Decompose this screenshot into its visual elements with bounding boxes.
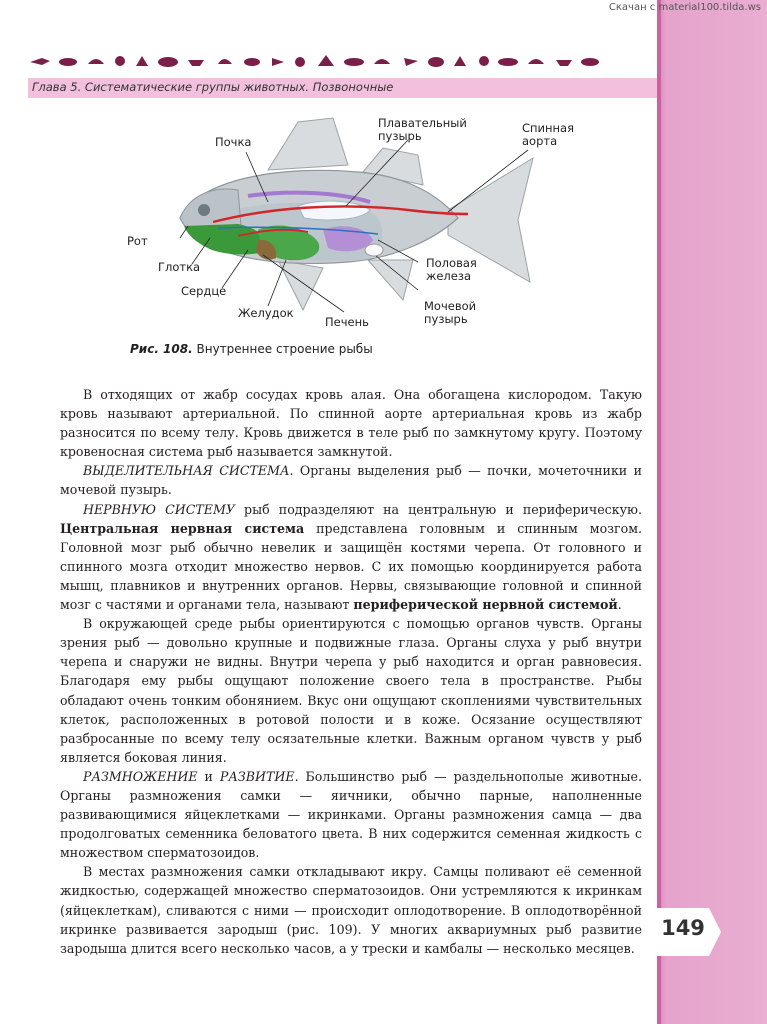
paragraph-circulation: В отходящих от жабр сосудах кровь алая. Она обогащена кислородом. Такую кровь называют артериальной. По спинной аорте артериальная кровь из жабр разносится по всему телу. Кровь движется в теле рыб по замкнутому кругу. Поэтому кровеносная система рыб называется замкнутой. (60, 387, 642, 460)
label-urinary-bladder: Мочевой пузырь (424, 299, 477, 326)
heading-reproduction: РАЗМНОЖЕНИЕ (83, 768, 198, 784)
label-gonad: Половая железа (426, 256, 477, 283)
page-edge-line (657, 0, 661, 1024)
term-peripheral-nervous-system: периферической нервной системой (353, 597, 618, 613)
label-pharynx: Глотка (158, 260, 201, 274)
heading-excretory: ВЫДЕЛИТЕЛЬНАЯ СИСТЕМА (83, 463, 290, 479)
label-mouth: Рот (127, 234, 148, 248)
main-text (60, 385, 642, 958)
page-number: 149 (661, 916, 705, 940)
paragraph-nervous-text-a: рыб подразделяют на центральную и периферическую. (234, 501, 642, 517)
paragraph-reproduction (60, 767, 642, 862)
paragraph-nervous-text-c: . (617, 597, 622, 613)
label-heart: Сердце (181, 284, 227, 298)
paragraph-spawning: В местах размножения самки откладывают икру. Самцы поливают её семенной жидкостью, содержащей множество сперматозоидов. Они устремляются к икринкам (яйцеклеткам), сливаются с ними — происходит оплодотворение. В оплодотворённой икринке развивается зародыш (рис. 109). У многих аквариумных рыб развитие зародыша длится всего несколько часов, а у трески и камбалы — несколько месяцев. (60, 864, 642, 956)
term-central-nervous-system: Центральная нервная система (60, 520, 305, 536)
page-edge-band (657, 0, 767, 1024)
paragraph-excretory (60, 461, 642, 499)
label-dorsal-aorta: Спинная аорта (522, 121, 575, 148)
caption-number: Рис. 108. (130, 342, 193, 356)
caption-text: Внутреннее строение рыбы (196, 342, 373, 356)
watermark: Скачан с material100.tilda.ws (608, 2, 761, 13)
heading-development: РАЗВИТИЕ (219, 768, 295, 784)
paragraph-nervous (60, 500, 642, 615)
paragraph-senses: В окружающей среде рыбы ориентируются с помощью органов чувств. Органы зрения рыб — довольно крупные и подвижные глаза. Органы слуха у рыб внутри черепа и снаружи не видны. Внутри черепа у рыб находится и орган равновесия. Благодаря ему рыбы ощущают положение своего тела в пространстве. Рыбы обладают очень тонким обонянием. Вкус они ощущают скоплениями чувствительных клеток, расположенных в ротовой полости и в коже. Осязание осуществляют разбросанные по всему телу осязательные клетки. Важным органом чувств у рыб является боковая линия. (60, 616, 642, 765)
label-kidney: Почка (215, 135, 252, 149)
chapter-title: Глава 5. Систематические группы животных. Позвоночные (32, 80, 394, 94)
heading-conjunction: и (197, 768, 220, 784)
heading-nervous: НЕРВНУЮ СИСТЕМУ (83, 501, 235, 517)
figure-caption (130, 342, 373, 356)
label-swim-bladder: Плавательный пузырь (378, 116, 467, 143)
paragraph-nervous-text-b: представлена головным и спинным мозгом. Головной мозг рыб обычно невелик и защищён костями черепа. От головного и спинного мозга отходит множество нервов. С их помощью координируется работа мышц, плавников и внутренних органов. Нервы, связывающие головной и спинной мозг с частями и органами тела, называют (60, 520, 642, 613)
label-stomach: Желудок (238, 306, 294, 320)
label-liver: Печень (325, 315, 369, 329)
animal-silhouette-strip (28, 52, 608, 70)
paragraph-excretory-text: . Органы выделения рыб — почки, мочеточники и мочевой пузырь. (60, 463, 642, 498)
paragraph-reproduction-text: . Большинство рыб — раздельнополые животные. Органы размножения самки — яичники, обычно парные, наполненные развивающимися яйцеклетками — икринками. Органы размножения самца — два продолговатых семенника беловатого цвета. В них содержится семенная жидкость с множеством сперматозоидов. (60, 768, 642, 861)
